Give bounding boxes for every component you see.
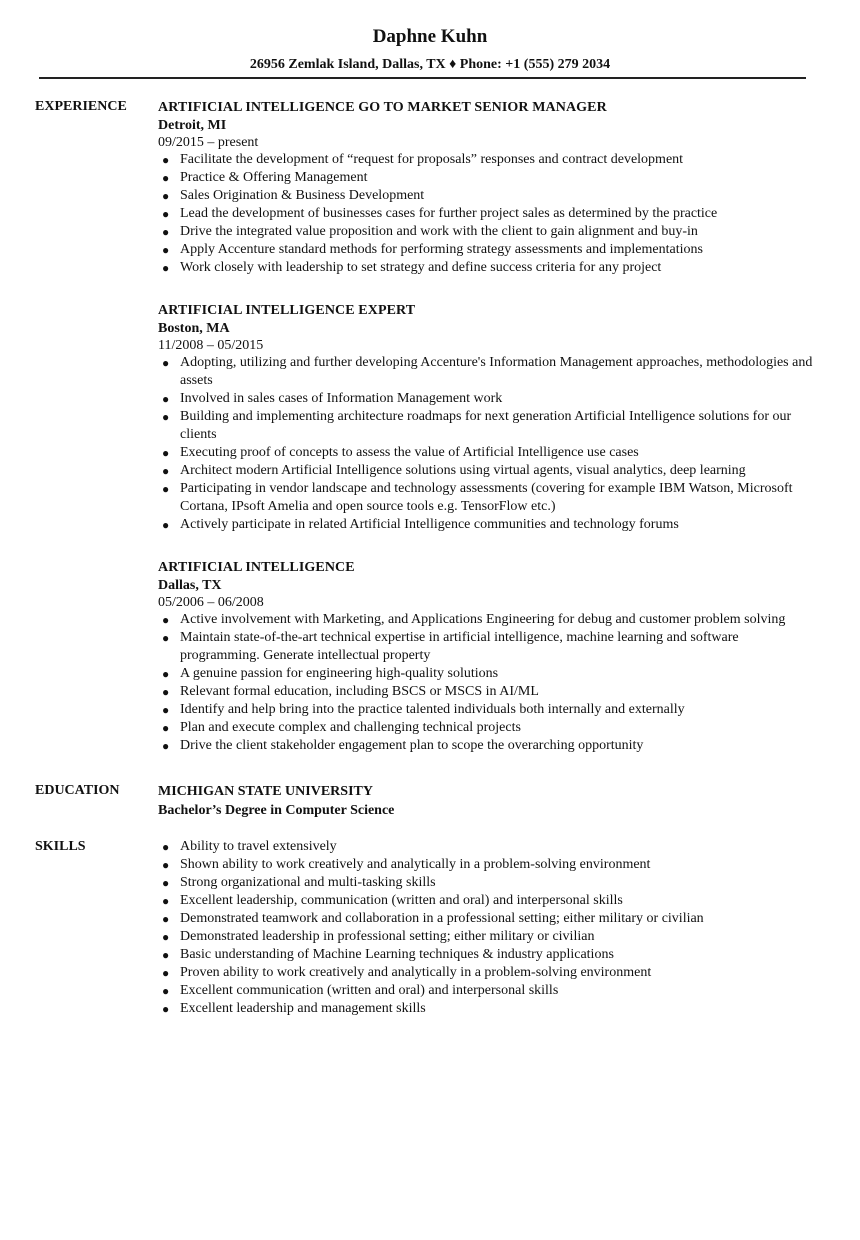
bullet-text: Drive the integrated value proposition and work with the client to gain alignment and buy-in [180, 224, 698, 239]
list-item [158, 719, 818, 737]
experience-label: EXPERIENCE [35, 99, 127, 114]
list-item [158, 910, 818, 928]
bullet-text: Practice & Offering Management [180, 170, 368, 185]
bullet-text: Work closely with leadership to set strategy and define success criteria for any project [180, 260, 662, 275]
bullet-icon: ● [162, 518, 170, 532]
bullet-text: Relevant formal education, including BSCS or MSCS in AI/ML [180, 684, 539, 699]
bullet-text: Lead the development of businesses cases for further project sales as determined by the practice [180, 206, 718, 221]
list-item [158, 205, 818, 223]
bullet-icon: ● [162, 613, 170, 627]
skills-list [158, 838, 818, 1018]
skill-text: Excellent leadership and management skills [180, 1001, 426, 1016]
skill-text: Excellent communication (written and oral) and interpersonal skills [180, 983, 559, 998]
bullet-icon: ● [162, 392, 170, 406]
list-item [158, 462, 818, 480]
bullet-text: Plan and execute complex and challenging technical projects [180, 720, 521, 735]
bullet-icon: ● [162, 894, 170, 908]
bullet-text: Adopting, utilizing and further developing Accenture's Information Management approaches, methodologies and assets [180, 355, 813, 388]
skill-text: Basic understanding of Machine Learning techniques & industry applications [180, 947, 614, 962]
bullet-text: Identify and help bring into the practice talented individuals both internally and externally [180, 702, 685, 717]
bullet-text: Involved in sales cases of Information Management work [180, 391, 503, 406]
bullet-icon: ● [162, 631, 170, 645]
bullet-text: Active involvement with Marketing, and Applications Engineering for debug and customer problem solving [180, 612, 786, 627]
resume-header [0, 24, 860, 74]
list-item [158, 408, 818, 444]
school-name: MICHIGAN STATE UNIVERSITY [158, 784, 373, 799]
bullet-icon: ● [162, 243, 170, 257]
resume-content [0, 98, 860, 1018]
skill-text: Shown ability to work creatively and analytically in a problem-solving environment [180, 857, 651, 872]
skill-text: Excellent leadership, communication (written and oral) and interpersonal skills [180, 893, 623, 908]
education-body [158, 782, 818, 820]
list-item [158, 354, 818, 390]
bullet-text: Building and implementing architecture roadmaps for next generation Artificial Intelligence solutions for our clients [180, 409, 792, 442]
bullet-icon: ● [162, 189, 170, 203]
list-item [158, 629, 818, 665]
bullet-icon: ● [162, 225, 170, 239]
contact-line: 26956 Zemlak Island, Dallas, TX ♦ Phone: +1 (555) 279 2034 [249, 57, 611, 72]
job-bullets [158, 611, 818, 755]
bullet-icon: ● [162, 912, 170, 926]
bullet-text: Sales Origination & Business Development [180, 188, 425, 203]
list-item [158, 982, 818, 1000]
job-dates: 09/2015 – present [158, 135, 259, 150]
list-item [158, 444, 818, 462]
job-dates: 05/2006 – 06/2008 [158, 595, 264, 610]
bullet-icon: ● [162, 667, 170, 681]
list-item [158, 946, 818, 964]
bullet-icon: ● [162, 721, 170, 735]
bullet-icon: ● [162, 966, 170, 980]
skills-label: SKILLS [35, 839, 86, 854]
bullet-text: A genuine passion for engineering high-quality solutions [180, 666, 499, 681]
job-entry [158, 558, 818, 755]
degree-name: Bachelor’s Degree in Computer Science [158, 803, 395, 818]
job-location: Detroit, MI [158, 118, 227, 133]
bullet-text: Drive the client stakeholder engagement plan to scope the overarching opportunity [180, 738, 644, 753]
list-item [158, 169, 818, 187]
list-item [158, 480, 818, 516]
skill-text: Ability to travel extensively [180, 839, 337, 854]
list-item [158, 611, 818, 629]
bullet-icon: ● [162, 464, 170, 478]
job-title: ARTIFICIAL INTELLIGENCE EXPERT [158, 303, 416, 318]
list-item [158, 259, 818, 277]
job-bullets [158, 151, 818, 277]
bullet-icon: ● [162, 482, 170, 496]
bullet-icon: ● [162, 1002, 170, 1016]
candidate-name: Daphne Kuhn [372, 26, 488, 47]
job-title: ARTIFICIAL INTELLIGENCE GO TO MARKET SENIOR MANAGER [158, 100, 607, 115]
list-item [158, 892, 818, 910]
education-section [0, 782, 860, 820]
list-item [158, 151, 818, 169]
job-title: ARTIFICIAL INTELLIGENCE [158, 560, 355, 575]
bullet-icon: ● [162, 261, 170, 275]
list-item [158, 874, 818, 892]
bullet-icon: ● [162, 739, 170, 753]
list-item [158, 856, 818, 874]
bullet-icon: ● [162, 948, 170, 962]
list-item [158, 964, 818, 982]
bullet-icon: ● [162, 984, 170, 998]
bullet-text: Participating in vendor landscape and technology assessments (covering for example IBM Watson, Microsoft Cortana, IPsoft Amelia and open source tools e.g. TensorFlow etc.) [180, 481, 793, 514]
skill-text: Demonstrated leadership in professional setting; either military or civilian [180, 929, 595, 944]
bullet-icon: ● [162, 356, 170, 370]
experience-body [158, 98, 818, 755]
skill-text: Proven ability to work creatively and analytically in a problem-solving environment [180, 965, 652, 980]
bullet-icon: ● [162, 171, 170, 185]
bullet-text: Apply Accenture standard methods for performing strategy assessments and implementations [180, 242, 703, 257]
job-dates: 11/2008 – 05/2015 [158, 338, 264, 353]
list-item [158, 223, 818, 241]
bullet-icon: ● [162, 876, 170, 890]
job-location: Dallas, TX [158, 578, 222, 593]
list-item [158, 701, 818, 719]
list-item [158, 928, 818, 946]
bullet-text: Executing proof of concepts to assess the value of Artificial Intelligence use cases [180, 445, 639, 460]
job-entry [158, 301, 818, 534]
education-label: EDUCATION [35, 783, 120, 798]
bullet-icon: ● [162, 685, 170, 699]
bullet-text: Facilitate the development of “request for proposals” responses and contract development [180, 152, 684, 167]
bullet-icon: ● [162, 446, 170, 460]
bullet-icon: ● [162, 930, 170, 944]
list-item [158, 838, 818, 856]
list-item [158, 516, 818, 534]
list-item [158, 241, 818, 259]
skills-section [0, 838, 860, 1018]
job-location: Boston, MA [158, 321, 230, 336]
bullet-icon: ● [162, 153, 170, 167]
experience-section [0, 98, 860, 755]
bullet-icon: ● [162, 410, 170, 424]
job-bullets [158, 354, 818, 534]
skill-text: Demonstrated teamwork and collaboration in a professional setting; either military or civilian [180, 911, 704, 926]
bullet-icon: ● [162, 207, 170, 221]
list-item [158, 390, 818, 408]
list-item [158, 665, 818, 683]
list-item [158, 737, 818, 755]
bullet-icon: ● [162, 703, 170, 717]
list-item [158, 683, 818, 701]
bullet-text: Actively participate in related Artificial Intelligence communities and technology forums [180, 517, 679, 532]
list-item [158, 187, 818, 205]
bullet-text: Architect modern Artificial Intelligence solutions using virtual agents, visual analytics, deep learning [180, 463, 746, 478]
skill-text: Strong organizational and multi-tasking skills [180, 875, 436, 890]
bullet-icon: ● [162, 840, 170, 854]
bullet-icon: ● [162, 858, 170, 872]
list-item [158, 1000, 818, 1018]
job-entry [158, 98, 818, 277]
header-divider [39, 77, 806, 79]
bullet-text: Maintain state-of-the-art technical expertise in artificial intelligence, machine learning and software programming. Generate intellectual property [180, 630, 739, 663]
skills-body [158, 838, 818, 1018]
